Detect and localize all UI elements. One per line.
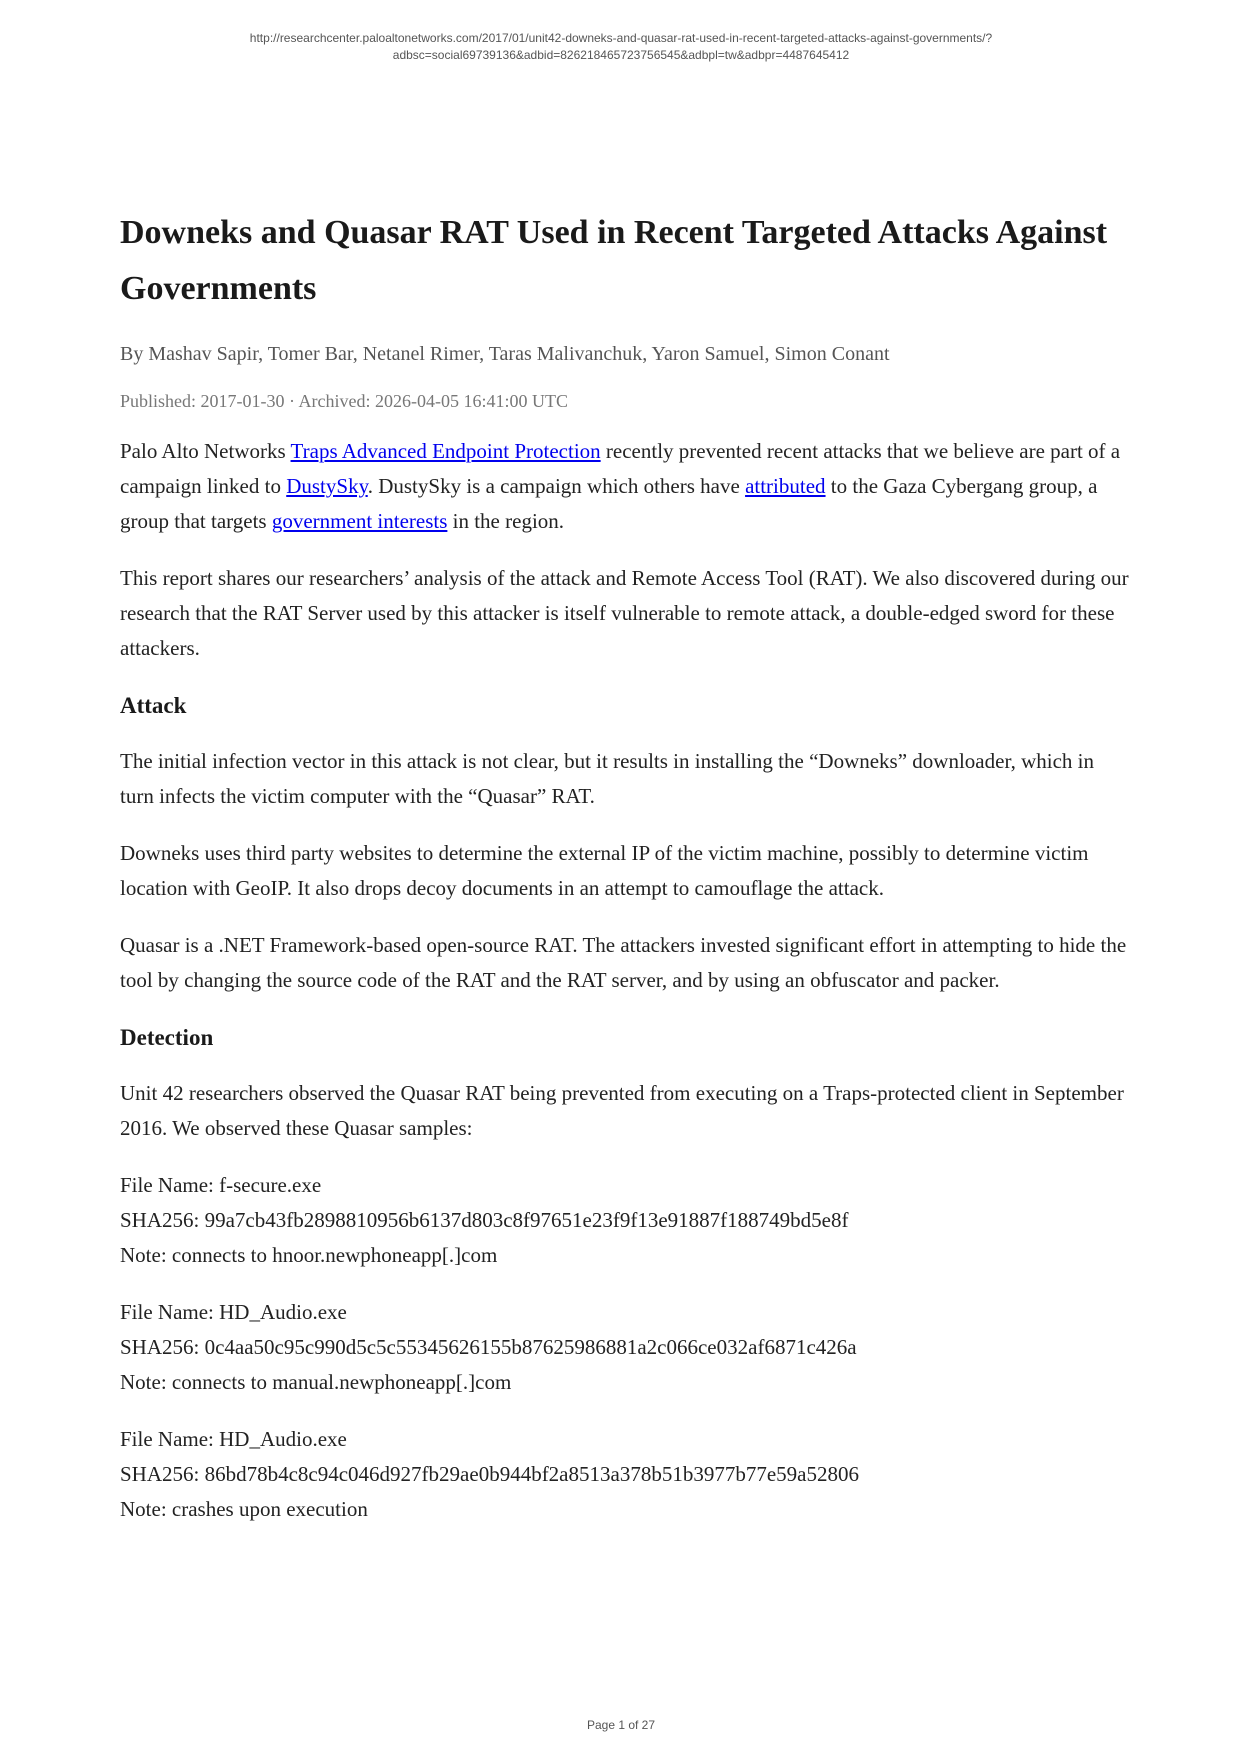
intro-text-2: recently prevented recent attacks that we believe are part of a campaign linked to — [120, 439, 1121, 498]
page-url-header — [0, 30, 1242, 64]
sample-sha256: SHA256: 0c4aa50c95c990d5c5c55345626155b87625986881a2c066ce032af6871c426a — [120, 1335, 857, 1359]
intro-text-1: Palo Alto Networks — [120, 439, 291, 463]
sample-sha256: SHA256: 86bd78b4c8c94c046d927fb29ae0b944bf2a8513a378b51b3977b77e59a52806 — [120, 1462, 859, 1486]
traps-link[interactable]: Traps Advanced Endpoint Protection — [290, 439, 601, 463]
sample-file-name: File Name: HD_Audio.exe — [120, 1427, 347, 1451]
dustysky-link[interactable]: DustySky — [286, 474, 368, 498]
sample-sha256: SHA256: 99a7cb43fb2898810956b6137d803c8f97651e23f9f13e91887f188749bd5e8f — [120, 1208, 849, 1232]
article-byline: By Mashav Sapir, Tomer Bar, Netanel Rimer, Taras Malivanchuk, Yaron Samuel, Simon Conant — [120, 343, 890, 365]
government-interests-link[interactable]: government interests — [271, 509, 448, 533]
page-number: Page 1 of 27 — [586, 1718, 656, 1732]
detection-paragraph: Unit 42 researchers observed the Quasar RAT being prevented from executing on a Traps-protected client in September 2016. We observed these Quasar samples: — [120, 1081, 1124, 1140]
article — [120, 205, 1130, 1527]
intro-text-3: . DustySky is a campaign which others have — [367, 474, 746, 498]
sample-file-name: File Name: f-secure.exe — [120, 1173, 322, 1197]
attack-paragraph-2: Downeks uses third party websites to determine the external IP of the victim machine, possibly to determine victim location with GeoIP. It also drops decoy documents in an attempt to camouflage the attack. — [120, 841, 1089, 900]
sample-note: Note: crashes upon execution — [120, 1497, 368, 1521]
url-line-2: adbsc=social69739136&adbid=826218465723756545&adbpl=tw&adbpr=4487645412 — [392, 48, 850, 62]
sample-note: Note: connects to manual.newphoneapp[.]com — [120, 1370, 512, 1394]
sample-block-2 — [120, 1295, 1130, 1400]
sample-note: Note: connects to hnoor.newphoneapp[.]com — [120, 1243, 498, 1267]
intro-paragraph — [120, 434, 1130, 539]
url-line-1: http://researchcenter.paloaltonetworks.com/2017/01/unit42-downeks-and-quasar-rat-used-in-recent-targeted-attacks-against-governments/? — [249, 31, 993, 45]
attack-heading: Attack — [120, 693, 187, 718]
detection-heading: Detection — [120, 1025, 214, 1050]
report-paragraph: This report shares our researchers’ analysis of the attack and Remote Access Tool (RAT). We also discovered during our research that the RAT Server used by this attacker is itself vulnerable to remote attack, a double-edged sword for these attackers. — [120, 566, 1129, 660]
attack-paragraph-1: The initial infection vector in this attack is not clear, but it results in installing the “Downeks” downloader, which in turn infects the victim computer with the “Quasar” RAT. — [120, 749, 1094, 808]
sample-file-name: File Name: HD_Audio.exe — [120, 1300, 347, 1324]
published-date: Published: 2017-01-30 · Archived: 2026-04-05 16:41:00 UTC — [120, 391, 568, 411]
intro-text-5: in the region. — [447, 509, 565, 533]
attack-paragraph-3: Quasar is a .NET Framework-based open-source RAT. The attackers invested significant effort in attempting to hide the tool by changing the source code of the RAT and the RAT server, and by using an obfuscator and packer. — [120, 933, 1127, 992]
attributed-link[interactable]: attributed — [745, 474, 826, 498]
sample-block-1 — [120, 1168, 1130, 1273]
sample-block-3 — [120, 1422, 1130, 1527]
article-title: Downeks and Quasar RAT Used in Recent Targeted Attacks Against Governments — [120, 214, 1108, 307]
intro-text-4: to the Gaza Cybergang group, a group that targets — [120, 474, 1098, 533]
